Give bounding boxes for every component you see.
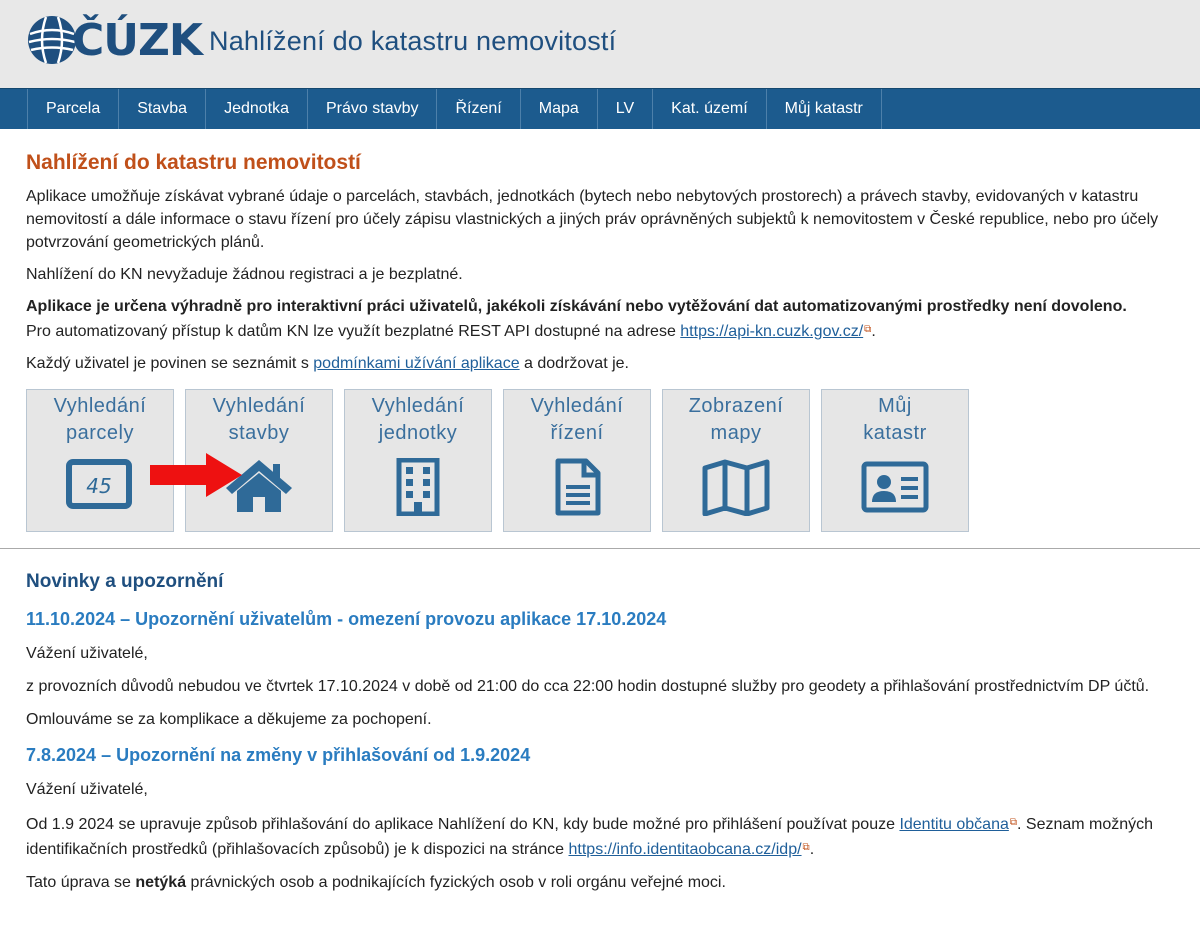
svg-text:45: 45 [86,474,112,498]
external-link-icon: ⧉ [864,324,872,335]
nav-item-muj-katastr[interactable]: Můj katastr [766,89,882,129]
tile-zobrazeni-mapy[interactable]: Zobrazení mapy [662,389,810,532]
header [0,0,1200,88]
news-greeting: Vážení uživatelé, [26,645,148,662]
intro-text: Aplikace umožňuje získávat vybrané údaje o parcelách, stavbách, jednotkách (bytech nebo nebytových prostorech) a právech stavby, evidovaných v katastru nemovitostí a dále informace o stavu řízení pro účely zápisu vlastnických a jiných práv oprávněných subjektů k nemovitostem v České republice, nebo pro účely potvrzování geometrických plánů. [26,188,1159,251]
usage-note: Aplikace je určena výhradně pro interaktivní práci uživatelů, jakékoli získávání nebo vytěžování dat automatizovanými prostředky není dovoleno. Pro automatizovaný přístup k datům KN lze využít bezplatné REST API dostupné na adrese https://api-kn.cuzk.gov.cz/⧉. [26,298,1127,340]
app-title: Nahlížení do katastru nemovitostí [209,26,617,56]
news-section [0,571,1200,894]
news-note: Tato úprava se netýká právnických osob a podnikajících fyzických osob v roli orgánu veřejné moci. [26,874,726,891]
nav-item-mapa[interactable]: Mapa [520,89,597,129]
globe-icon [26,14,78,66]
cuzk-logo[interactable] [26,10,202,70]
news-apology: Omlouváme se za komplikace a děkujeme za pochopení. [26,711,432,728]
nav-item-pravo-stavby[interactable]: Právo stavby [307,89,436,129]
document-icon [542,458,612,516]
nav-item-kat-uzemi[interactable]: Kat. území [652,89,765,129]
identita-obcana-link[interactable]: Identitu občana [899,816,1009,833]
tile-muj-katastr[interactable]: Můj katastr [821,389,969,532]
main-content [0,151,1200,532]
nav-item-lv[interactable]: LV [597,89,652,129]
main-nav [0,88,1200,129]
search-tiles [26,389,1174,532]
building-icon [383,458,453,516]
free-note: Nahlížení do KN nevyžaduje žádnou registraci a je bezplatné. [26,266,463,283]
nav-item-stavba[interactable]: Stavba [118,89,205,129]
news-body: Od 1.9 2024 se upravuje způsob přihlašování do aplikace Nahlížení do KN, kdy bude možné pro přihlášení používat pouze Identitu občana⧉. Seznam možných identifikačních prostředků (přihlašovacích způsobů) je k dispozici na stránce https://info.identitaobcana.cz/idp/⧉. [26,816,1154,858]
identita-idp-link[interactable]: https://info.identitaobcana.cz/idp/ [568,841,802,858]
nav-item-rizeni[interactable]: Řízení [436,89,519,129]
news-greeting: Vážení uživatelé, [26,781,148,798]
terms-note: Každý uživatel je povinen se seznámit s podmínkami užívání aplikace a dodržovat je. [26,355,629,372]
id-card-icon [860,458,930,516]
news-heading: Novinky a upozornění [26,571,224,592]
map-icon [701,458,771,516]
terms-link[interactable]: podmínkami užívání aplikace [313,355,520,372]
api-link[interactable]: https://api-kn.cuzk.gov.cz/ [680,323,864,340]
automation-warning: Aplikace je určena výhradně pro interaktivní práci uživatelů, jakékoli získávání nebo vytěžování dat automatizovanými prostředky není dovoleno. [26,298,1127,315]
external-link-icon: ⧉ [1009,817,1017,828]
logo-text: ČÚZK [72,14,203,66]
news-body: z provozních důvodů nebudou ve čtvrtek 17.10.2024 v době od 21:00 do cca 22:00 hodin dostupné služby pro geodety a přihlašování prostřednictvím DP účtů. [26,678,1150,695]
nav-item-parcela[interactable]: Parcela [27,89,118,129]
section-divider [0,548,1200,549]
news-item-title: 11.10.2024 – Upozornění uživatelům - omezení provozu aplikace 17.10.2024 [26,609,667,629]
api-text: Pro automatizovaný přístup k datům KN lze využít bezplatné REST API dostupné na adrese [26,323,681,340]
tile-vyhledani-jednotky[interactable]: Vyhledání jednotky [344,389,492,532]
nav-item-jednotka[interactable]: Jednotka [205,89,307,129]
news-item-title: 7.8.2024 – Upozornění na změny v přihlašování od 1.9.2024 [26,745,531,765]
tile-vyhledani-rizeni[interactable]: Vyhledání řízení [503,389,651,532]
tile-vyhledani-parcely[interactable]: Vyhledání parcely 45 [26,389,174,532]
parcel-number-icon [65,458,135,514]
external-link-icon: ⧉ [802,842,810,853]
tile-vyhledani-stavby[interactable]: Vyhledání stavby [185,389,333,532]
red-arrow-annotation [148,451,244,499]
page-title: Nahlížení do katastru nemovitostí [26,151,361,174]
